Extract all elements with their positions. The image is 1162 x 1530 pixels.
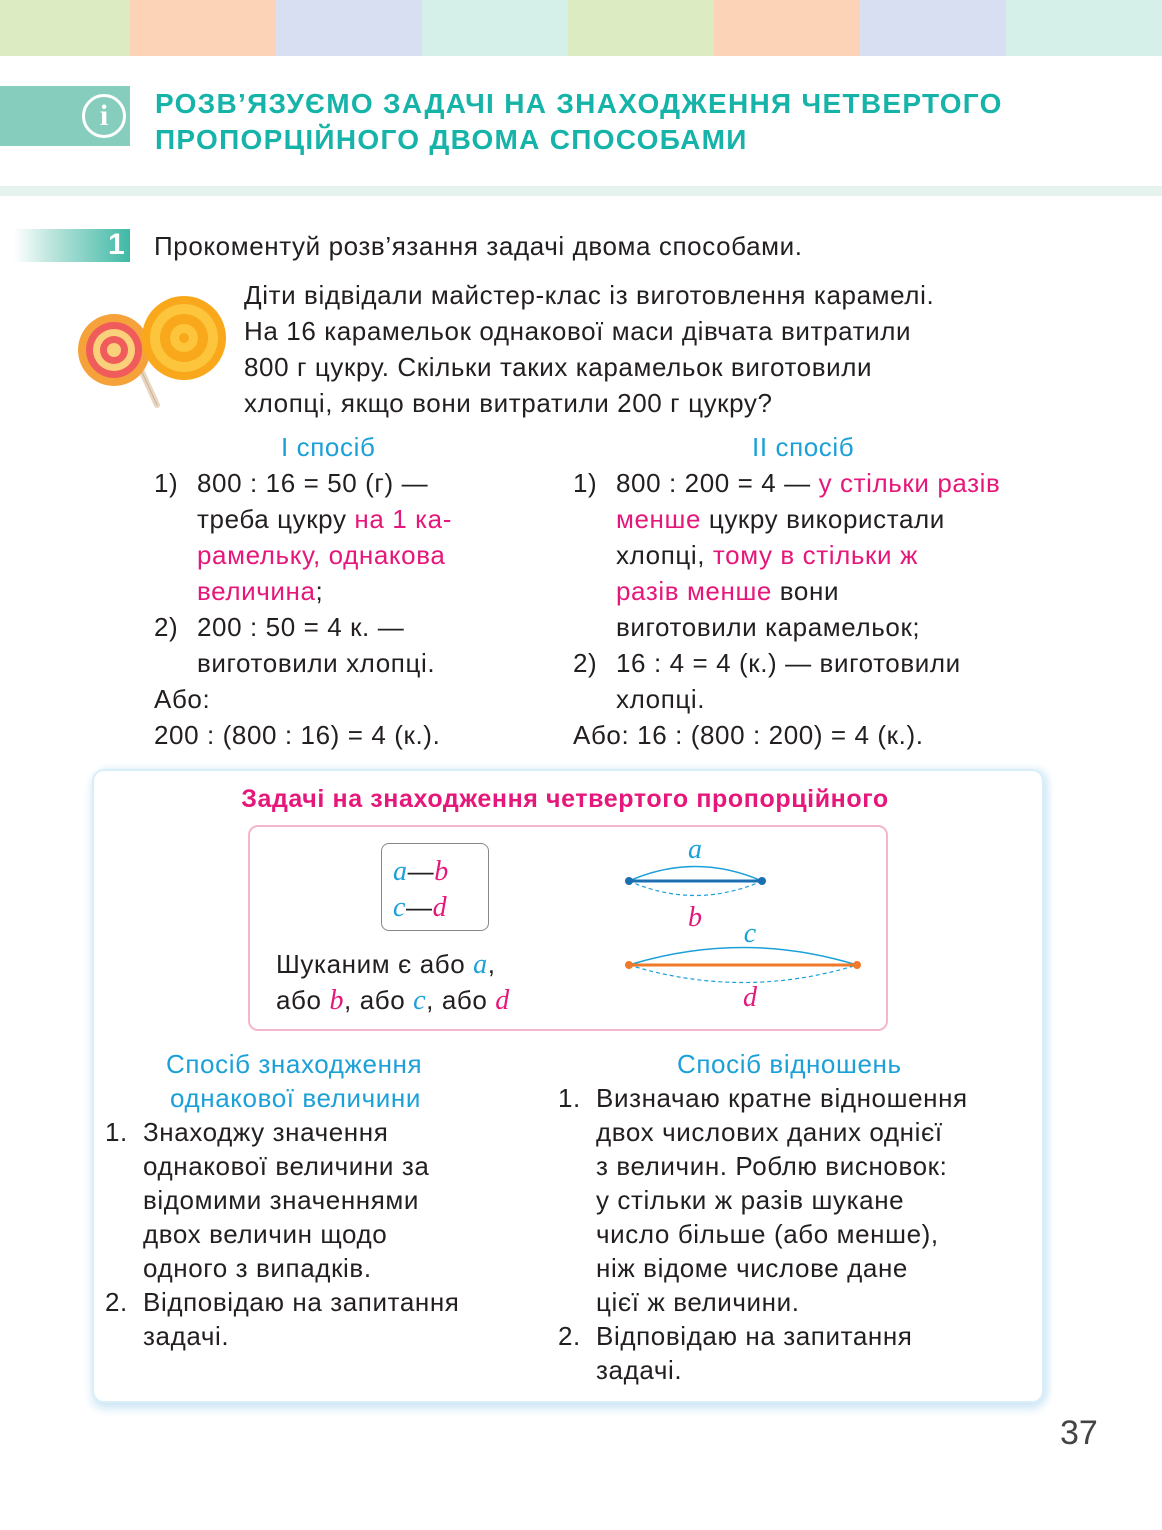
list-line: одного з випадків. bbox=[143, 1253, 372, 1283]
step-line bbox=[616, 465, 1000, 501]
list-line: у стільки ж разів шукане bbox=[596, 1185, 905, 1215]
title-line: ПРОПОРЦІЙНОГО ДВОМА СПОСОБАМИ bbox=[155, 124, 748, 155]
step-line: рамельку, однакова bbox=[197, 540, 446, 570]
step-line: хлопці. bbox=[616, 684, 706, 714]
step-line: виготовили хлопці. bbox=[197, 648, 436, 678]
list-line: Визначаю кратне відношення bbox=[596, 1083, 968, 1113]
list-marker: 2. bbox=[105, 1287, 128, 1317]
dash: — bbox=[407, 856, 435, 886]
header-divider bbox=[0, 186, 1162, 196]
var-a: a bbox=[473, 949, 488, 980]
highlight-text: на 1 ка- bbox=[354, 504, 452, 534]
problem-line: 800 г цукру. Скільки таких карамельок виготовили bbox=[244, 352, 873, 382]
highlight-text: тому в стільки ж bbox=[712, 540, 918, 570]
list-marker: 1. bbox=[105, 1117, 128, 1147]
problem-line: хлопці, якщо вони витратили 200 г цукру? bbox=[244, 388, 773, 418]
var-c: c bbox=[393, 892, 407, 923]
step-line: виготовили карамельок; bbox=[616, 612, 921, 642]
arc-b bbox=[629, 881, 762, 896]
page-number: 37 bbox=[1060, 1414, 1098, 1452]
method-heading: Спосіб відношень bbox=[677, 1049, 902, 1079]
task-instruction: Прокоментуй розв’язання задачі двома способами. bbox=[154, 231, 803, 261]
label-d: d bbox=[743, 982, 757, 1013]
text: ; bbox=[315, 576, 324, 606]
var-b: b bbox=[329, 985, 345, 1016]
text: , або bbox=[426, 985, 496, 1015]
list-line: задачі. bbox=[596, 1355, 683, 1385]
summary-title: Задачі на знаходження четвертого пропорційного bbox=[241, 785, 889, 813]
highlight-text: у стільки разів bbox=[818, 468, 1001, 498]
step-marker: 1) bbox=[573, 468, 598, 498]
list-line: двох числових даних однієї bbox=[596, 1117, 943, 1147]
lollipop-image bbox=[72, 290, 232, 410]
or-expression: 200 : (800 : 16) = 4 (к.). bbox=[154, 720, 441, 750]
label-c: c bbox=[743, 918, 757, 949]
point bbox=[625, 961, 633, 969]
highlight-text: величина bbox=[197, 576, 316, 606]
list-line: двох величин щодо bbox=[143, 1219, 388, 1249]
problem-line: На 16 карамельок однакової маси дівчата витратили bbox=[244, 316, 912, 346]
stripe bbox=[276, 0, 422, 56]
color-stripes bbox=[0, 0, 1162, 56]
stripe bbox=[860, 0, 1006, 56]
list-line: відомими значеннями bbox=[143, 1185, 420, 1215]
stripe bbox=[130, 0, 276, 56]
stripe bbox=[568, 0, 714, 56]
arc-c bbox=[629, 948, 857, 966]
proportion-row bbox=[393, 889, 447, 926]
arc-a bbox=[629, 867, 762, 882]
list-line: число більше (або менше), bbox=[596, 1219, 939, 1249]
stripe bbox=[1006, 0, 1162, 56]
proportion-row bbox=[393, 853, 449, 890]
var-a: a bbox=[393, 856, 408, 887]
sought-line bbox=[276, 982, 510, 1019]
segment-diagram bbox=[600, 830, 880, 1020]
step-line bbox=[197, 573, 323, 609]
text: або bbox=[276, 985, 330, 1015]
or-expression: Або: 16 : (800 : 200) = 4 (к.). bbox=[573, 720, 924, 750]
or-label: Або: bbox=[154, 684, 211, 714]
step-marker: 2) bbox=[573, 648, 598, 678]
method-heading: однакової величини bbox=[170, 1083, 421, 1113]
arc-d bbox=[629, 965, 857, 983]
method-heading: І спосіб bbox=[281, 432, 376, 462]
text: , або bbox=[344, 985, 414, 1015]
list-line: цієї ж величини. bbox=[596, 1287, 800, 1317]
stripe bbox=[714, 0, 860, 56]
task-number: 1 bbox=[108, 228, 125, 261]
page-title bbox=[155, 86, 1145, 158]
text: вони bbox=[771, 576, 840, 606]
var-c: c bbox=[413, 985, 427, 1016]
list-line: Відповідаю на запитання bbox=[143, 1287, 460, 1317]
step-marker: 1) bbox=[154, 468, 179, 498]
text: хлопці, bbox=[616, 540, 713, 570]
step-line bbox=[616, 501, 945, 537]
title-line: РОЗВ’ЯЗУЄМО ЗАДАЧІ НА ЗНАХОДЖЕННЯ ЧЕТВЕРТОГО bbox=[155, 88, 1003, 119]
step-line: 200 : 50 = 4 к. — bbox=[197, 612, 405, 642]
text: 800 : 200 = 4 — bbox=[616, 468, 819, 498]
point bbox=[758, 877, 766, 885]
point bbox=[853, 961, 861, 969]
list-marker: 1. bbox=[558, 1083, 581, 1113]
highlight-text: разів менше bbox=[616, 576, 772, 606]
list-line: задачі. bbox=[143, 1321, 230, 1351]
list-marker: 2. bbox=[558, 1321, 581, 1351]
text: треба цукру bbox=[197, 504, 355, 534]
text: цукру використали bbox=[701, 504, 945, 534]
step-line bbox=[616, 573, 839, 609]
list-line: Відповідаю на запитання bbox=[596, 1321, 913, 1351]
problem-line: Діти відвідали майстер-клас із виготовлення карамелі. bbox=[244, 280, 935, 310]
point bbox=[625, 877, 633, 885]
info-icon: i bbox=[82, 94, 126, 138]
stripe bbox=[0, 0, 130, 56]
list-line: з величин. Роблю висновок: bbox=[596, 1151, 948, 1181]
highlight-text: менше bbox=[616, 504, 702, 534]
step-marker: 2) bbox=[154, 612, 179, 642]
step-line bbox=[616, 537, 918, 573]
text: Шуканим є або bbox=[276, 949, 474, 979]
var-d: d bbox=[432, 892, 448, 923]
step-line: 16 : 4 = 4 (к.) — виготовили bbox=[616, 648, 961, 678]
step-line bbox=[197, 501, 452, 537]
label-b: b bbox=[688, 902, 702, 933]
text: , bbox=[487, 949, 496, 979]
dash: — bbox=[406, 892, 433, 922]
sought-line bbox=[276, 946, 496, 983]
list-line: ніж відоме числове дане bbox=[596, 1253, 908, 1283]
var-b: b bbox=[434, 856, 449, 887]
var-d: d bbox=[495, 985, 510, 1016]
label-a: a bbox=[688, 834, 702, 865]
method-heading: Спосіб знаходження bbox=[166, 1049, 423, 1079]
method-heading: ІІ спосіб bbox=[752, 432, 855, 462]
list-line: Знаходжу значення bbox=[143, 1117, 389, 1147]
stripe bbox=[422, 0, 568, 56]
step-line: 800 : 16 = 50 (г) — bbox=[197, 468, 429, 498]
list-line: однакової величини за bbox=[143, 1151, 430, 1181]
